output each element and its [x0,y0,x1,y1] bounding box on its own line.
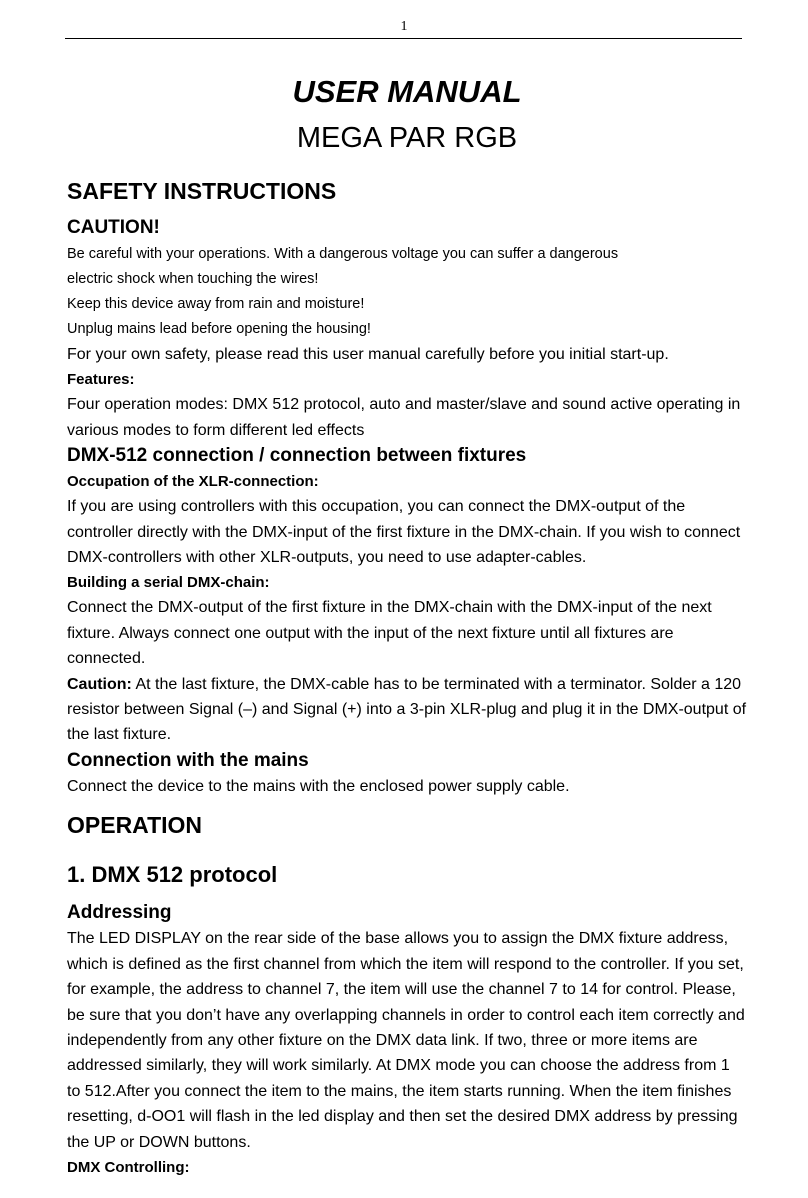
operation-heading: OPERATION [67,812,203,839]
caution-text: At the last fixture, the DMX-cable has to be terminated with a terminator. Solder a 120 resistor between Signal (–) and Signal (+) into a 3-pin XLR-plug and plug it in the DMX-output of the last fixture. [67,675,747,744]
caution-heading: CAUTION! [67,217,160,238]
product-name: MEGA PAR RGB [296,122,518,154]
serial-chain-text: Connect the DMX-output of the first fixture in the DMX-chain with the DMX-input of the next fixture. Always connect one output with the input of the next fixture until all fixtures are connected. [67,599,712,668]
document-body [67,70,747,1180]
page-number: 1 [400,19,408,34]
document-title: USER MANUAL [292,74,522,109]
dmx-connection-heading: DMX-512 connection / connection between fixtures [67,445,527,467]
caution-line: electric shock when touching the wires! [67,271,319,287]
addressing-text: The LED DISPLAY on the rear side of the base allows you to assign the DMX fixture address, which is defined as the first channel from which the item will respond to the controller. If you set, for example, the address to channel 7, the item will use the channel 7 to 14 for control. Please, be sure that you don’t have any overlapping channels in order to control each item correctly and independently from any other fixture on the DMX data link. If two, three or more items are addressed similarly, they will work similarly. At DMX mode you can choose the address from 1 to 512.After you connect the item to the mains, the item starts running. When the item finishes resetting, d-OO1 will flash in the led display and then set the desired DMX address by pressing the UP or DOWN buttons. [67,930,745,1151]
dmx-controlling-heading: DMX Controlling: [67,1158,190,1176]
caution-line: Be careful with your operations. With a dangerous voltage you can suffer a dangerous [67,246,619,262]
features-text: Four operation modes: DMX 512 protocol, auto and master/slave and sound active operating in various modes to form different led effects [67,396,741,439]
caution-line: Unplug mains lead before opening the housing! [67,321,371,337]
caution-label: Caution: [67,675,132,693]
dmx-protocol-heading: 1. DMX 512 protocol [67,862,278,888]
mains-heading: Connection with the mains [67,749,309,771]
read-manual-notice: For your own safety, please read this user manual carefully before you initial start-up. [67,346,669,363]
safety-heading: SAFETY INSTRUCTIONS [67,178,337,204]
caution-line: Keep this device away from rain and moisture! [67,296,365,312]
addressing-heading: Addressing [67,902,172,924]
xlr-occupation-text: If you are using controllers with this occupation, you can connect the DMX-output of the controller directly with the DMX-input of the first fixture in the DMX-chain. If you wish to connect DMX-controllers with other XLR-outputs, you need to use adapter-cables. [67,498,741,567]
terminator-caution [67,672,747,748]
serial-chain-heading: Building a serial DMX-chain: [67,574,270,592]
xlr-occupation-heading: Occupation of the XLR-connection: [67,473,319,491]
features-heading: Features: [67,371,135,389]
header-rule [65,38,742,39]
mains-text: Connect the device to the mains with the enclosed power supply cable. [67,777,570,795]
